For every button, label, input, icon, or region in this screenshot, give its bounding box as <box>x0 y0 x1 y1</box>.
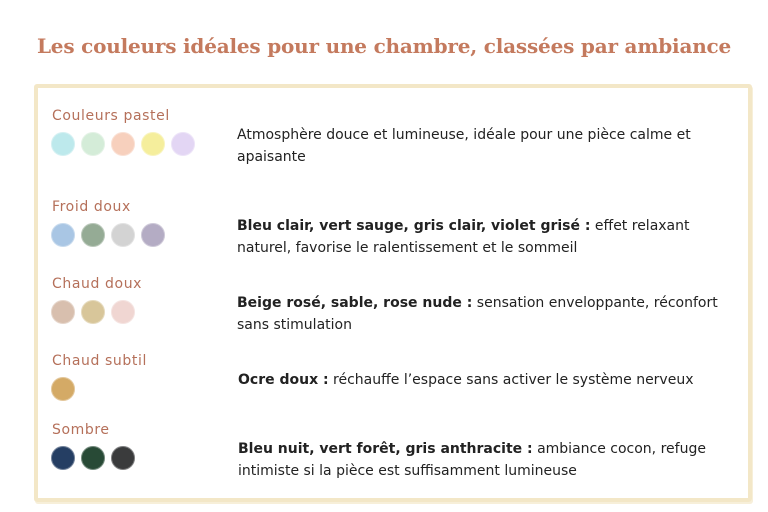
category-description <box>237 292 727 336</box>
swatch-group <box>51 446 135 470</box>
color-swatch <box>51 132 75 156</box>
description-bold: Bleu nuit, vert forêt, gris anthracite : <box>238 441 533 457</box>
color-swatch <box>141 223 165 247</box>
swatch-group <box>51 377 75 401</box>
color-swatch <box>81 300 105 324</box>
description-bold: Bleu clair, vert sauge, gris clair, violet grisé : <box>237 218 591 234</box>
category-description <box>237 215 727 259</box>
description-text: sensation enveloppante, réconfort sans stimulation <box>237 295 718 333</box>
description-text: réchauffe l’espace sans activer le système nerveux <box>328 372 694 388</box>
color-swatch <box>81 132 105 156</box>
color-swatch <box>111 132 135 156</box>
color-swatch <box>141 132 165 156</box>
color-swatch <box>111 446 135 470</box>
color-swatch <box>51 377 75 401</box>
swatch-group <box>51 300 135 324</box>
category-description <box>238 369 728 391</box>
category-description <box>237 124 727 168</box>
category-label: Froid doux <box>52 199 131 215</box>
color-swatch <box>111 300 135 324</box>
color-swatch <box>111 223 135 247</box>
description-text: Atmosphère douce et lumineuse, idéale pour une pièce calme et apaisante <box>237 127 691 165</box>
color-swatch <box>51 223 75 247</box>
color-swatch <box>81 446 105 470</box>
swatch-group <box>51 223 165 247</box>
description-text: effet relaxant naturel, favorise le ralentissement et le sommeil <box>237 218 690 256</box>
color-swatch <box>51 300 75 324</box>
color-swatch <box>51 446 75 470</box>
category-label: Couleurs pastel <box>52 108 170 124</box>
category-label: Chaud subtil <box>52 353 147 369</box>
page-title: Les couleurs idéales pour une chambre, classées par ambiance <box>36 34 732 58</box>
description-text: ambiance cocon, refuge intimiste si la pièce est suffisamment lumineuse <box>238 441 706 479</box>
color-swatch <box>171 132 195 156</box>
swatch-group <box>51 132 195 156</box>
category-label: Chaud doux <box>52 276 143 292</box>
description-bold: Ocre doux : <box>238 372 329 388</box>
description-bold: Beige rosé, sable, rose nude : <box>237 295 473 311</box>
category-label: Sombre <box>52 422 110 438</box>
category-description <box>238 438 728 482</box>
color-swatch <box>81 223 105 247</box>
